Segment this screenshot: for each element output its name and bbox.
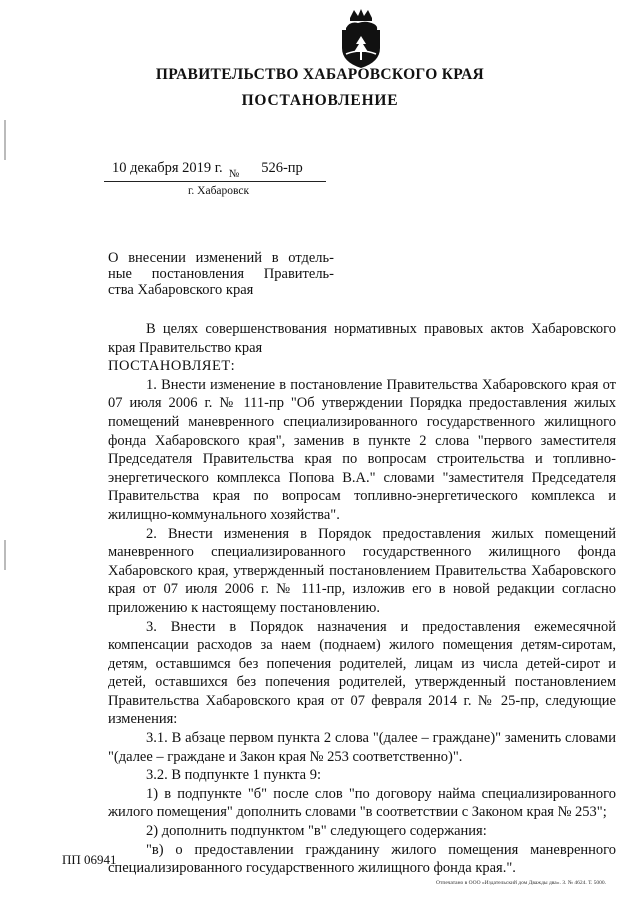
item-3-2-2-paragraph: 2) дополнить подпунктом "в" следующего содержания: [146,823,487,840]
document-number: 526-пр [261,160,303,176]
item-3-paragraph: 3. Внести в Порядок назначения и предоставления ежемесячной компенсации расходов за наем (поднаем) жилого помещения детям-сиротам, детям, оставшимся без попечения родителей, лицам из числа детей-сирот и детей, оставшихся без попечения родителей, утвержденный постановлением Правительства Хабаровского края от 07 февраля 2014 г. № 25-пр, следующие изменения: [108,618,616,728]
scan-margin-mark [4,120,6,160]
document-body [108,320,616,878]
subject-line: ства Хабаровского края [108,282,254,298]
item-3-1-paragraph: 3.1. В абзаце первом пункта 2 слова "(далее – граждане)" заменить словами "(далее – граждане и Закон края № 253 соответственно)". [108,730,616,765]
date-underline [104,181,326,182]
scan-margin-mark [4,540,6,570]
date-number-line [112,160,303,180]
document-date: 10 декабря 2019 г. [112,160,223,176]
item-3-2-paragraph: 3.2. В подпункте 1 пункта 9: [146,767,322,784]
city-name: г. Хабаровск [188,185,250,197]
resolve-heading: ПОСТАНОВЛЯЕТ: [108,358,236,375]
number-sign: № [228,168,240,180]
subject-line: О внесении изменений в отдель- [108,250,334,266]
document-code: ПП 06941 [62,852,117,867]
government-title: ПРАВИТЕЛЬСТВО ХАБАРОВСКОГО КРАЯ [155,66,485,83]
item-2-paragraph: 2. Внести изменения в Порядок предоставления жилых помещений маневренного специализированного государственного жилищного фонда Хабаровского края, утвержденный постановлением Правительства Хабаровского края от 07 июля 2006 г. № 111-пр, изложив его в новой редакции согласно приложению к настоящему постановлению. [108,525,616,616]
document-type-title: ПОСТАНОВЛЕНИЕ [241,92,399,109]
item-1-paragraph: 1. Внести изменение в постановление Правительства Хабаровского края от 07 июля 2006 г. № 111-пр "Об утверждении Порядка предоставления жилых помещений маневренного специализированного государственного жилищного фонда Хабаровского края", заменив в пункте 2 слова "первого заместителя Председателя Правительства края по вопросам строительства и топливно-энергетического комплекса Попова В.А." словами "заместителя Председателя Правительства края по вопросам топливно-энергетического комплекса и жилищно-коммунального хозяйства". [108,376,616,523]
preamble-paragraph: В целях совершенствования нормативных правовых актов Хабаровского края Правительство края [108,321,616,356]
document-subject [108,250,334,298]
item-3-2-2-text-paragraph: "в) о предоставлении гражданину жилого помещения маневренного специализированного государственного жилищного фонда края.". [108,841,616,877]
item-3-2-1-paragraph: 1) в подпункте "б" после слов "по договору найма специализированного жилого помещения" дополнить словами "в соответствии с Законом края № 253"; [108,785,616,821]
coat-of-arms-emblem [336,8,386,70]
print-note: Отпечатано в ООО «Издательский дом Дважды два». З. № 4624. Т. 5000. [436,880,607,886]
subject-line: ные постановления Правитель- [108,266,334,282]
